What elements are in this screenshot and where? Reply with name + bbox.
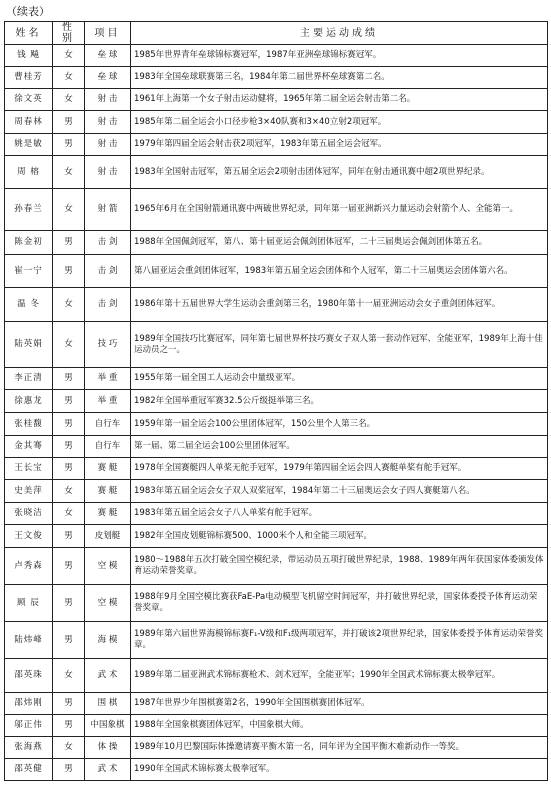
athletes-table [4, 21, 548, 781]
cell-event: 赛 艇 [85, 480, 131, 503]
cell-event: 赛 艇 [85, 458, 131, 480]
cell-sex: 男 [53, 231, 85, 255]
cell-event: 技 巧 [85, 322, 131, 368]
cell-sex: 男 [53, 255, 85, 288]
cell-sex: 女 [53, 156, 85, 189]
cell-event: 射 击 [85, 89, 131, 111]
cell-sex: 男 [53, 390, 85, 413]
cell-event: 击 剑 [85, 288, 131, 322]
cell-sex: 男 [53, 759, 85, 781]
cell-sex: 男 [53, 111, 85, 134]
cell-record: 1989年第二届亚洲武术锦标赛枪术、剑术冠军，全能亚军；1990年全国武术锦标赛太极拳冠军。 [131, 659, 548, 693]
cell-name: 徐惠龙 [5, 390, 53, 413]
header-record: 主要运动成绩 [131, 22, 548, 45]
cell-name: 崔一宁 [5, 255, 53, 288]
cell-event: 海 模 [85, 622, 131, 659]
table-row [5, 436, 548, 458]
table-row [5, 659, 548, 693]
table-row [5, 231, 548, 255]
cell-name: 周 榕 [5, 156, 53, 189]
cell-event: 空 模 [85, 548, 131, 585]
cell-event: 垒 球 [85, 45, 131, 67]
cell-name: 孙春兰 [5, 189, 53, 231]
table-row [5, 458, 548, 480]
cell-record: 1988年9月全国空模比赛获FaE-Pa电动模型飞机留空时间冠军，并打破世界纪录，国家体委授予体育运动荣誉奖章。 [131, 585, 548, 622]
table-row [5, 759, 548, 781]
cell-record: 第一届、第二届全运会100公里团体冠军。 [131, 436, 548, 458]
cell-event: 空 模 [85, 585, 131, 622]
table-row [5, 585, 548, 622]
cell-sex: 女 [53, 189, 85, 231]
cell-name: 张晓洁 [5, 503, 53, 525]
cell-name: 王长宝 [5, 458, 53, 480]
cell-record: 1983年第五届全运会女子八人单桨有舵手冠军。 [131, 503, 548, 525]
table-row [5, 45, 548, 67]
cell-record: 1965年6月在全国射箭通讯赛中两破世界纪录，同年第一届亚洲新兴力量运动会射箭个人、全能第一。 [131, 189, 548, 231]
cell-record: 1978年全国赛艇四人单桨无舵手冠军，1979年第四届全运会四人赛艇单桨有舵手冠军。 [131, 458, 548, 480]
cell-event: 自行车 [85, 436, 131, 458]
cell-name: 徐文英 [5, 89, 53, 111]
cell-event: 击 剑 [85, 231, 131, 255]
cell-event: 射 击 [85, 156, 131, 189]
cell-sex: 男 [53, 458, 85, 480]
cell-sex: 女 [53, 737, 85, 759]
table-body [5, 45, 548, 781]
cell-event: 中国象棋 [85, 715, 131, 737]
table-row [5, 89, 548, 111]
cell-record: 1987年世界少年围棋赛第2名，1990年全国围棋赛团体冠军。 [131, 693, 548, 715]
cell-record: 1988年全国象棋赛团体冠军，中国象棋大师。 [131, 715, 548, 737]
table-row [5, 288, 548, 322]
cell-name: 陈金初 [5, 231, 53, 255]
table-row [5, 693, 548, 715]
cell-record: 1989年第六届世界海模锦标赛F₁-V级和F₁级两项冠军，并打破该2项世界纪录，国家体委授予体育运动荣誉奖章。 [131, 622, 548, 659]
cell-record: 1955年第一届全国工人运动会中量级亚军。 [131, 368, 548, 390]
cell-record: 1961年上海第一个女子射击运动健将，1965年第二届全运会射击第二名。 [131, 89, 548, 111]
cell-name: 邵英健 [5, 759, 53, 781]
table-row [5, 548, 548, 585]
table-row [5, 390, 548, 413]
cell-name: 张海燕 [5, 737, 53, 759]
table-row [5, 156, 548, 189]
cell-sex: 男 [53, 368, 85, 390]
cell-record: 1985年第二届全运会小口径步枪3×40队赛和3×40立射2项冠军。 [131, 111, 548, 134]
cell-sex: 男 [53, 436, 85, 458]
cell-record: 1980～1988年五次打破全国空模纪录，带运动员五项打破世界纪录，1988、1989年两年获国家体委颁发体育运动荣誉奖章。 [131, 548, 548, 585]
cell-sex: 女 [53, 503, 85, 525]
cell-name: 钱 飚 [5, 45, 53, 67]
cell-sex: 女 [53, 45, 85, 67]
table-row [5, 368, 548, 390]
cell-record: 1983年第五届全运会女子双人双桨冠军，1984年第二十三届奥运会女子四人赛艇第八名。 [131, 480, 548, 503]
cell-event: 武 术 [85, 659, 131, 693]
table-row [5, 737, 548, 759]
header-sex: 性别 [53, 22, 85, 45]
table-row [5, 67, 548, 89]
cell-name: 王文俊 [5, 525, 53, 548]
cell-event: 体 操 [85, 737, 131, 759]
cell-name: 邵炜刚 [5, 693, 53, 715]
cell-name: 张桂馥 [5, 413, 53, 436]
cell-sex: 女 [53, 322, 85, 368]
cell-name: 曹桂芳 [5, 67, 53, 89]
cell-event: 击 剑 [85, 255, 131, 288]
continued-label: （续表） [6, 5, 50, 18]
cell-sex: 男 [53, 693, 85, 715]
cell-name: 李正清 [5, 368, 53, 390]
cell-record: 1982年全国举重冠军赛32.5公斤级挺举第三名。 [131, 390, 548, 413]
cell-record: 第八届亚运会重剑团体冠军，1983年第五届全运会团体和个人冠军，第二十三届奥运会团体第六名。 [131, 255, 548, 288]
cell-event: 垒 球 [85, 67, 131, 89]
table-row [5, 622, 548, 659]
cell-event: 自行车 [85, 413, 131, 436]
table-row [5, 525, 548, 548]
cell-event: 围 棋 [85, 693, 131, 715]
cell-record: 1959年第一届全运会100公里团体冠军，150公里个人第三名。 [131, 413, 548, 436]
cell-name: 陆炜峰 [5, 622, 53, 659]
cell-sex: 男 [53, 413, 85, 436]
cell-name: 周春林 [5, 111, 53, 134]
cell-sex: 男 [53, 134, 85, 156]
cell-event: 举 重 [85, 390, 131, 413]
cell-record: 1985年世界青年垒球锦标赛冠军，1987年亚洲垒球锦标赛冠军。 [131, 45, 548, 67]
table-row [5, 189, 548, 231]
cell-record: 1983年全国射击冠军，第五届全运会2项射击团体冠军，同年在射击通讯赛中超2项世界纪录。 [131, 156, 548, 189]
cell-record: 1983年全国垒球联赛第三名，1984年第二届世界杯垒球赛第二名。 [131, 67, 548, 89]
cell-event: 武 术 [85, 759, 131, 781]
cell-record: 1986年第十五届世界大学生运动会重剑第三名，1980年第十一届亚洲运动会女子重剑团体冠军。 [131, 288, 548, 322]
cell-name: 陆英娟 [5, 322, 53, 368]
cell-name: 顾 辰 [5, 585, 53, 622]
table-row [5, 715, 548, 737]
cell-sex: 男 [53, 622, 85, 659]
header-event: 项目 [85, 22, 131, 45]
table-row [5, 134, 548, 156]
cell-event: 射 箭 [85, 189, 131, 231]
cell-sex: 男 [53, 548, 85, 585]
cell-event: 皮划艇 [85, 525, 131, 548]
cell-sex: 女 [53, 89, 85, 111]
cell-event: 举 重 [85, 368, 131, 390]
header-name: 姓名 [5, 22, 53, 45]
cell-sex: 男 [53, 525, 85, 548]
cell-sex: 男 [53, 715, 85, 737]
cell-record: 1982年全国皮划艇锦标赛500、1000米个人和全能三项冠军。 [131, 525, 548, 548]
cell-event: 射 击 [85, 134, 131, 156]
cell-name: 卢秀森 [5, 548, 53, 585]
cell-sex: 女 [53, 288, 85, 322]
table-row [5, 503, 548, 525]
table-row [5, 413, 548, 436]
table-header-row [5, 22, 548, 45]
table-row [5, 480, 548, 503]
cell-event: 赛 艇 [85, 503, 131, 525]
cell-record: 1979年第四届全运会射击获2项冠军，1983年第五届全运会冠军。 [131, 134, 548, 156]
cell-name: 金其骞 [5, 436, 53, 458]
cell-event: 射 击 [85, 111, 131, 134]
cell-sex: 男 [53, 585, 85, 622]
cell-record: 1989年全国技巧比赛冠军，同年第七届世界杯技巧赛女子双人第一套动作冠军、全能亚军，1989年上海十佳运动员之一。 [131, 322, 548, 368]
cell-record: 1988年全国佩剑冠军，第八、第十届亚运会佩剑团体冠军，二十三届奥运会佩剑团体第五名。 [131, 231, 548, 255]
cell-record: 1989年10月巴黎国际体操邀请赛平衡木第一名，同年评为全国平衡木难新动作一等奖。 [131, 737, 548, 759]
table-row [5, 111, 548, 134]
cell-name: 温 冬 [5, 288, 53, 322]
cell-name: 邵英珠 [5, 659, 53, 693]
cell-name: 邬正伟 [5, 715, 53, 737]
cell-sex: 女 [53, 659, 85, 693]
table-row [5, 322, 548, 368]
table-row [5, 255, 548, 288]
cell-sex: 女 [53, 480, 85, 503]
cell-record: 1990年全国武术锦标赛太极拳冠军。 [131, 759, 548, 781]
cell-sex: 女 [53, 67, 85, 89]
cell-name: 史美萍 [5, 480, 53, 503]
cell-name: 姚是敏 [5, 134, 53, 156]
